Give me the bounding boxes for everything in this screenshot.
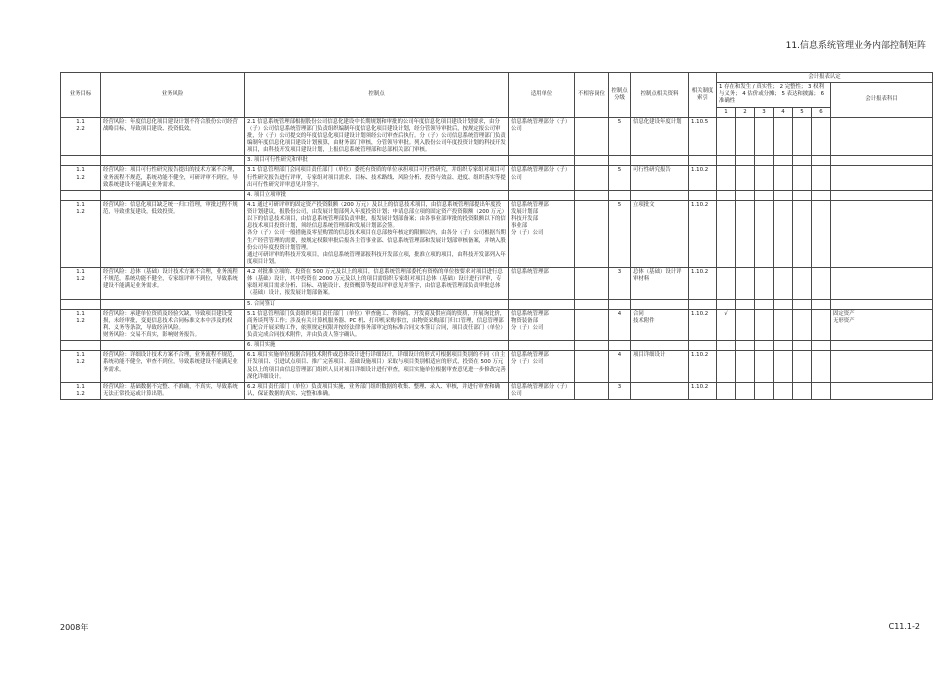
section-spacer <box>717 156 736 166</box>
index-cell: 1.10.2 <box>689 166 717 190</box>
table-row <box>61 268 933 300</box>
section-spacer <box>689 190 717 200</box>
section-label: 5. 合同签订 <box>245 299 509 309</box>
audit-check-cell <box>793 309 812 341</box>
account-cell: 固定资产 无形资产 <box>831 309 933 341</box>
section-spacer <box>101 341 245 351</box>
objective-cell: 1.1 1.2 <box>61 351 101 383</box>
header-audit-num: 2 <box>736 107 755 117</box>
section-spacer <box>755 156 774 166</box>
section-label: 3. 项目可行性研究和审批 <box>245 156 509 166</box>
risk-cell: 经营风险：承建单位资质及经验欠缺，导致项目建设受损，未经审批，变更信息技术合同标准文本中涉及的权利、义务等条款，导致经济风险。 财务风险：交易不真实，影响财务报告。 <box>101 309 245 341</box>
audit-check-cell: √ <box>717 309 736 341</box>
section-spacer <box>575 190 609 200</box>
unit-cell: 信息系统管理部 发展计划部 科技开发部 事业部 分（子）公司 <box>509 200 575 267</box>
table-row <box>61 117 933 156</box>
account-cell <box>831 200 933 267</box>
index-cell: 1.10.5 <box>689 117 717 156</box>
audit-check-cell <box>812 309 831 341</box>
objective-cell: 1.1 1.2 <box>61 166 101 190</box>
header-objective: 业务目标 <box>61 73 101 118</box>
audit-check-cell <box>774 117 793 156</box>
incompatible-cell <box>575 382 609 399</box>
level-cell: 5 <box>609 117 631 156</box>
incompatible-cell <box>575 268 609 300</box>
audit-check-cell <box>736 200 755 267</box>
section-spacer <box>774 156 793 166</box>
section-spacer <box>755 299 774 309</box>
audit-check-cell <box>793 166 812 190</box>
section-spacer <box>509 299 575 309</box>
audit-check-cell <box>755 268 774 300</box>
section-spacer <box>631 156 689 166</box>
audit-check-cell <box>812 200 831 267</box>
objective-cell: 1.1 1.2 <box>61 268 101 300</box>
audit-check-cell <box>812 351 831 383</box>
audit-check-cell <box>717 382 736 399</box>
table-row <box>61 382 933 399</box>
footer-year: 2008年 <box>60 623 89 632</box>
header-control: 控制点 <box>245 73 509 118</box>
section-spacer <box>736 156 755 166</box>
audit-check-cell <box>812 382 831 399</box>
audit-check-cell <box>717 268 736 300</box>
header-audit-num: 1 <box>717 107 736 117</box>
header-audit-num: 6 <box>812 107 831 117</box>
unit-cell: 信息系统管理部分（子）公司 <box>509 117 575 156</box>
section-spacer <box>793 299 812 309</box>
table-row <box>61 166 933 190</box>
table-row <box>61 200 933 267</box>
section-spacer <box>101 156 245 166</box>
audit-check-cell <box>736 309 755 341</box>
account-cell <box>831 268 933 300</box>
level-cell: 5 <box>609 166 631 190</box>
control-cell: 4.2 对批准立项的、投资在 500 万元及以上的项目，信息系统管理部委托有资格的单位按要求对项目进行总体（基础）设计，其中投资在 2000 万元及以上的项目需组织专家组对项目总体（基础）设计进行评审，专家组对项目需求分析、目标、功能设计、投资概算等提出评审意见并签字，由信息系统管理部负责审批总体（基础）设计，报发展计划部备案。 <box>245 268 509 300</box>
audit-check-cell <box>774 351 793 383</box>
audit-check-cell <box>755 166 774 190</box>
header-level: 控制点分级 <box>609 73 631 118</box>
audit-check-cell <box>736 117 755 156</box>
materials-cell <box>631 382 689 399</box>
audit-check-cell <box>717 117 736 156</box>
header-unit: 适用单位 <box>509 73 575 118</box>
section-spacer <box>61 341 101 351</box>
audit-check-cell <box>774 382 793 399</box>
audit-check-cell <box>755 309 774 341</box>
section-spacer <box>812 341 831 351</box>
account-cell <box>831 351 933 383</box>
level-cell: 3 <box>609 382 631 399</box>
section-spacer <box>631 299 689 309</box>
control-cell: 4.1 通过可研评审的固定资产投资限额（200 万元）及以上的信息技术项目，由信息系统管理部提出年度投资计划建议，报股份公司，由发展计划部列入年度投资计划；申请总部立项的固定资产投资限额（200 万元）以下的信息技术项目，由信息系统管理部负责审批，报发展计划部备案；由各事业部审批的投资限额以下的信息技术项目投资计划，须经信息系统管理部和发展计划部会签。 各分（子）公司一般措施及零星购置的信息技术项目在总部按年核定的限额以内，由各分（子）公司根据当期生产经营管理的需要，按规定权限审批后报各主管事业部、信息系统管理部和发展计划部审核备案，并纳入股份公司年度投资计划管理。 通过可研评审的科技开发项目，由信息系统管理部报科技开发部立项，批准立项的项目，由科技开发部列入年度项目计划。 <box>245 200 509 267</box>
unit-cell: 信息系统管理部 <box>509 268 575 300</box>
table-row <box>61 351 933 383</box>
section-spacer <box>631 190 689 200</box>
audit-check-cell <box>812 268 831 300</box>
audit-check-cell <box>774 268 793 300</box>
account-cell <box>831 117 933 156</box>
incompatible-cell <box>575 351 609 383</box>
section-spacer <box>831 156 933 166</box>
materials-cell: 信息化建设年度计划 <box>631 117 689 156</box>
audit-check-cell <box>793 382 812 399</box>
section-spacer <box>689 156 717 166</box>
objective-cell: 1.1 2.2 <box>61 117 101 156</box>
index-cell: 1.10.2 <box>689 351 717 383</box>
header-audit-num: 3 <box>755 107 774 117</box>
audit-check-cell <box>736 351 755 383</box>
section-spacer <box>609 299 631 309</box>
section-spacer <box>509 156 575 166</box>
materials-cell: 总体（基础）设计评审材料 <box>631 268 689 300</box>
section-spacer <box>736 190 755 200</box>
audit-check-cell <box>717 351 736 383</box>
level-cell: 3 <box>609 268 631 300</box>
level-cell: 4 <box>609 309 631 341</box>
audit-check-cell <box>755 382 774 399</box>
unit-cell: 信息系统管理部分（子）公司 <box>509 166 575 190</box>
section-spacer <box>774 190 793 200</box>
materials-cell: 可行性研究报告 <box>631 166 689 190</box>
incompatible-cell <box>575 166 609 190</box>
audit-check-cell <box>736 268 755 300</box>
section-spacer <box>717 190 736 200</box>
section-spacer <box>831 341 933 351</box>
section-spacer <box>812 299 831 309</box>
incompatible-cell <box>575 200 609 267</box>
audit-check-cell <box>755 200 774 267</box>
index-cell: 1.10.2 <box>689 382 717 399</box>
audit-check-cell <box>736 166 755 190</box>
objective-cell: 1.1 1.2 <box>61 309 101 341</box>
section-spacer <box>609 190 631 200</box>
section-spacer <box>101 190 245 200</box>
unit-cell: 信息系统管理部分（子）公司 <box>509 382 575 399</box>
header-audit-num: 4 <box>774 107 793 117</box>
level-cell: 4 <box>609 351 631 383</box>
header-incompatible: 不相容岗位 <box>575 73 609 118</box>
section-spacer <box>101 299 245 309</box>
incompatible-cell <box>575 117 609 156</box>
unit-cell: 信息系统管理部 分（子）公司 <box>509 351 575 383</box>
section-spacer <box>61 156 101 166</box>
section-spacer <box>755 341 774 351</box>
section-row <box>61 341 933 351</box>
header-materials: 控制点相关资料 <box>631 73 689 118</box>
audit-check-cell <box>793 200 812 267</box>
materials-cell: 项目详细设计 <box>631 351 689 383</box>
audit-check-cell <box>793 268 812 300</box>
control-matrix-table <box>60 72 933 400</box>
control-cell: 3.1 信息管理部门会同项目责任部门（单位）委托有资质的单位承担项目可行性研究，并组织专家组对项目可行性研究报告进行评审，专家组对项目需求、目标、技术路线、风险分析、投资与效益、进度、组织落实等提出可行性研究评审意见并签字。 <box>245 166 509 190</box>
account-cell <box>831 382 933 399</box>
index-cell: 1.10.2 <box>689 309 717 341</box>
section-row <box>61 190 933 200</box>
section-spacer <box>717 299 736 309</box>
risk-cell: 经营风险：年度信息化项目建设计划不符合股份公司经营战略目标，导致项目建设、投资低效。 <box>101 117 245 156</box>
section-spacer <box>575 156 609 166</box>
audit-check-cell <box>793 117 812 156</box>
audit-check-cell <box>717 200 736 267</box>
page-title: 11.信息系统管理业务内部控制矩阵 <box>785 41 926 51</box>
section-spacer <box>717 341 736 351</box>
index-cell: 1.10.2 <box>689 200 717 267</box>
materials-cell: 合同 技术附件 <box>631 309 689 341</box>
section-spacer <box>774 341 793 351</box>
header-audit-desc: 1 存在和发生 / 真实性； 2 完整性； 3 权利与义务； 4 估价或分摊； 5 表达和披露； 6 准确性 <box>717 83 831 107</box>
risk-cell: 经营风险：信息化项目缺乏统一归口管理，审批过程不规范，导致重复建设，低效投资。 <box>101 200 245 267</box>
control-cell: 2.1 信息系统管理部根据股份公司信息化建设中长期规划和审批的公司年度信息化项目建设计划要求，由分（子）公司信息系统管理部门负责组织编制年度信息化项目建设计划，经分管领导审批后，按规定报公司审批，分（子）公司提交的年度信息化项目建设计划须经公司审查后执行。分（子）公司信息系统管理部门负责编制年度信息化项目建设计划预算，由财务部门审核，分管领导审批。列入股份公司年度投资计划的科技开发项目，由科技开发项目建设计划，上报信息系统管理部和总部相关部门审核。 <box>245 117 509 156</box>
audit-check-cell <box>812 117 831 156</box>
table-row <box>61 309 933 341</box>
risk-cell: 经营风险：详细设计技术方案不合理，业务流程不规范，系统功能不健全，审查不到位，导致系统建设不能满足业务需求。 <box>101 351 245 383</box>
section-spacer <box>793 190 812 200</box>
section-row <box>61 156 933 166</box>
section-spacer <box>689 299 717 309</box>
section-spacer <box>509 341 575 351</box>
section-spacer <box>831 299 933 309</box>
account-cell <box>831 166 933 190</box>
section-spacer <box>793 341 812 351</box>
section-row <box>61 299 933 309</box>
section-spacer <box>812 156 831 166</box>
section-spacer <box>736 299 755 309</box>
footer-page-code: C11.1-2 <box>888 622 920 631</box>
header-audit-num: 5 <box>793 107 812 117</box>
section-label: 4. 项目立项审批 <box>245 190 509 200</box>
index-cell: 1.10.2 <box>689 268 717 300</box>
incompatible-cell <box>575 309 609 341</box>
section-spacer <box>61 299 101 309</box>
risk-cell: 经营风险：基础数据不完整、不准确，不真实，导致系统无法正常投运或计算出错。 <box>101 382 245 399</box>
section-spacer <box>755 190 774 200</box>
header-audit-group: 会计报表认定 <box>717 73 933 83</box>
audit-check-cell <box>717 166 736 190</box>
section-spacer <box>575 341 609 351</box>
header-account: 会计报表科目 <box>831 83 933 118</box>
materials-cell: 立项批文 <box>631 200 689 267</box>
audit-check-cell <box>774 200 793 267</box>
section-spacer <box>575 299 609 309</box>
section-spacer <box>793 156 812 166</box>
header-risk: 业务风险 <box>101 73 245 118</box>
section-spacer <box>736 341 755 351</box>
audit-check-cell <box>755 351 774 383</box>
section-spacer <box>509 190 575 200</box>
level-cell: 5 <box>609 200 631 267</box>
objective-cell: 1.1 1.2 <box>61 200 101 267</box>
audit-check-cell <box>774 166 793 190</box>
section-spacer <box>609 156 631 166</box>
section-spacer <box>61 190 101 200</box>
control-cell: 6.2 项目责任部门（单位）负责项目实施，业务部门组织数据的收集、整理、录入、审核，并进行审查和确认，保证数据的真实、完整和准确。 <box>245 382 509 399</box>
section-spacer <box>812 190 831 200</box>
audit-check-cell <box>812 166 831 190</box>
control-cell: 5.1 信息管理部门负责组织项目责任部门（单位）审查施工、咨询商、开发商及供应商的资质，开展询比价，商务谈判等工作；涉及有关计算机服务器、PC 机、打印机采购事宜，由物资采购部门归口管理，信息管理部门配合开展采购工作，依照规定权限并按经法律事务部审定的标准合同文本签订合同，项目责任部门（单位）负责完成合同技术附件，并由负责人签字确认。 <box>245 309 509 341</box>
section-spacer <box>631 341 689 351</box>
section-spacer <box>609 341 631 351</box>
section-label: 6. 项目实施 <box>245 341 509 351</box>
section-spacer <box>774 299 793 309</box>
unit-cell: 信息系统管理部 物资装备部 分（子）公司 <box>509 309 575 341</box>
risk-cell: 经营风险：项目可行性研究报告提出的技术方案不合理，业务流程不规范，系统功能不健全，可研评审不到位，导致系统建设不能满足业务需求。 <box>101 166 245 190</box>
control-cell: 6.1 项目实施单位根据合同技术附件或总体设计进行详细设计，详细设计的形式可根据项目类别的不同（自主开发项目、引进试点项目、推广完善项目、基础设施项目）采取与项目类别相适应的形式，投资在 500 万元及以上的项目由信息管理部门组织人员对项目详细设计进行审查，项目实施单位根据审查意见进一步修改完善深化详细设计。 <box>245 351 509 383</box>
objective-cell: 1.1 1.2 <box>61 382 101 399</box>
header-index: 相关制度索引 <box>689 73 717 118</box>
section-spacer <box>831 190 933 200</box>
audit-check-cell <box>736 382 755 399</box>
section-spacer <box>689 341 717 351</box>
risk-cell: 经营风险：总体（基础）设计技术方案不合理，业务流程不规范，系统功能不健全，专家组评审不到位，导致系统建设不能满足业务需求。 <box>101 268 245 300</box>
audit-check-cell <box>774 309 793 341</box>
audit-check-cell <box>793 351 812 383</box>
audit-check-cell <box>755 117 774 156</box>
